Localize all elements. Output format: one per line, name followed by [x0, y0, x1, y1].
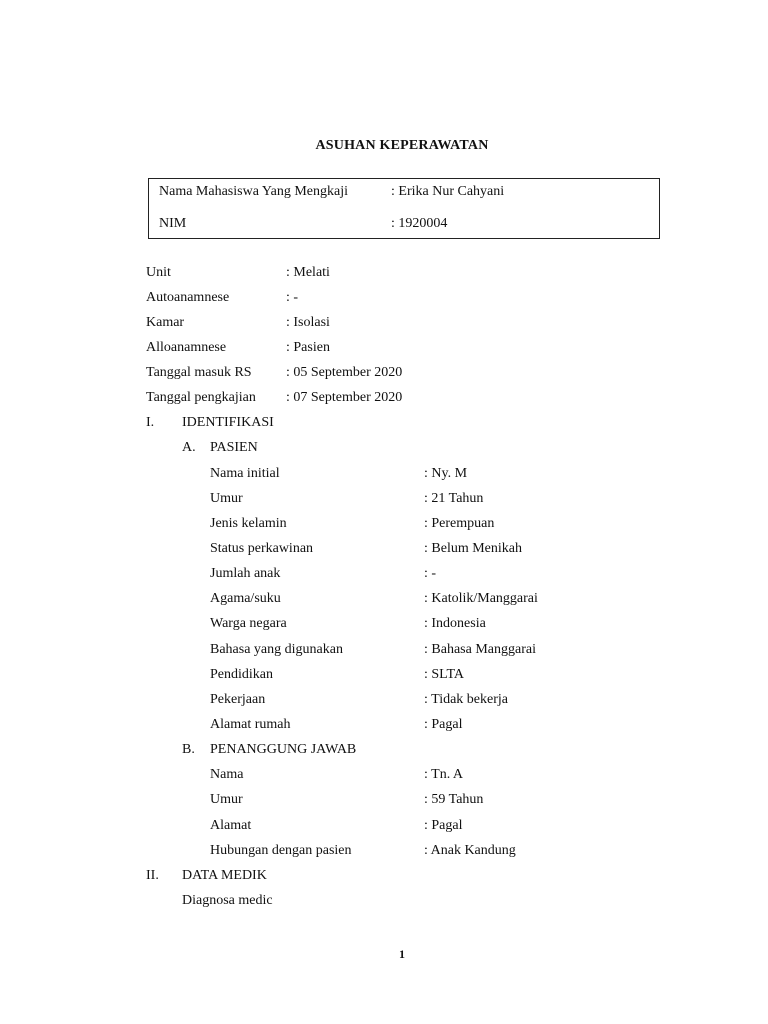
diagnosa-medic-label: Diagnosa medic	[182, 893, 273, 908]
general-value: : Melati	[286, 265, 330, 280]
field-label: Alamat	[210, 818, 252, 833]
field-value: : SLTA	[424, 667, 464, 682]
field-label: Status perkawinan	[210, 541, 314, 556]
field-label: Alamat rumah	[210, 717, 291, 732]
field-label: Nama	[210, 767, 244, 782]
general-label: Unit	[146, 265, 171, 280]
section-title: IDENTIFIKASI	[182, 415, 274, 430]
general-label: Tanggal pengkajian	[146, 390, 256, 405]
section-number: II.	[146, 868, 159, 883]
field-value: : 59 Tahun	[424, 792, 484, 807]
general-value: : Isolasi	[286, 315, 330, 330]
field-value: : 21 Tahun	[424, 491, 484, 506]
field-value: : Belum Menikah	[424, 541, 522, 556]
subsection-title: PENANGGUNG JAWAB	[210, 742, 357, 757]
general-value: : 07 September 2020	[286, 390, 403, 405]
field-value: : Tidak bekerja	[424, 692, 508, 707]
field-label: Umur	[210, 491, 243, 506]
general-value: : Pasien	[286, 340, 330, 355]
subsection-letter: B.	[182, 742, 195, 757]
subsection-letter: A.	[182, 440, 196, 455]
field-label: Umur	[210, 792, 243, 807]
field-value: : Pagal	[424, 717, 463, 732]
field-value: : Ny. M	[424, 466, 468, 481]
field-value: : Perempuan	[424, 516, 495, 531]
field-value: : Pagal	[424, 818, 463, 833]
field-value: : Tn. A	[424, 767, 464, 782]
field-value: : Indonesia	[424, 616, 486, 631]
student-info-box	[148, 178, 660, 239]
nim-label: NIM	[159, 216, 187, 231]
field-label: Pekerjaan	[210, 692, 266, 707]
general-value: : 05 September 2020	[286, 365, 403, 380]
general-label: Alloanamnese	[146, 340, 227, 355]
general-label: Autoanamnese	[146, 290, 230, 305]
student-name-value: : Erika Nur Cahyani	[391, 184, 505, 199]
field-label: Pendidikan	[210, 667, 273, 682]
document-title: ASUHAN KEPERAWATAN	[315, 138, 489, 153]
page-number: 1	[399, 947, 405, 961]
nim-value: : 1920004	[391, 216, 448, 231]
field-label: Warga negara	[210, 616, 287, 631]
field-label: Jumlah anak	[210, 566, 281, 581]
section-number: I.	[146, 415, 155, 430]
field-value: : Anak Kandung	[424, 843, 516, 858]
general-value: : -	[286, 290, 299, 305]
field-value: : Katolik/Manggarai	[424, 591, 538, 606]
field-label: Agama/suku	[210, 591, 281, 606]
section-title: DATA MEDIK	[182, 868, 267, 883]
field-label: Jenis kelamin	[210, 516, 287, 531]
field-value: : -	[424, 566, 437, 581]
subsection-title: PASIEN	[210, 440, 258, 455]
field-label: Hubungan dengan pasien	[210, 843, 352, 858]
general-label: Kamar	[146, 315, 185, 330]
general-label: Tanggal masuk RS	[146, 365, 252, 380]
field-value: : Bahasa Manggarai	[424, 642, 536, 657]
field-label: Bahasa yang digunakan	[210, 642, 343, 657]
student-name-label: Nama Mahasiswa Yang Mengkaji	[159, 184, 348, 199]
field-label: Nama initial	[210, 466, 280, 481]
